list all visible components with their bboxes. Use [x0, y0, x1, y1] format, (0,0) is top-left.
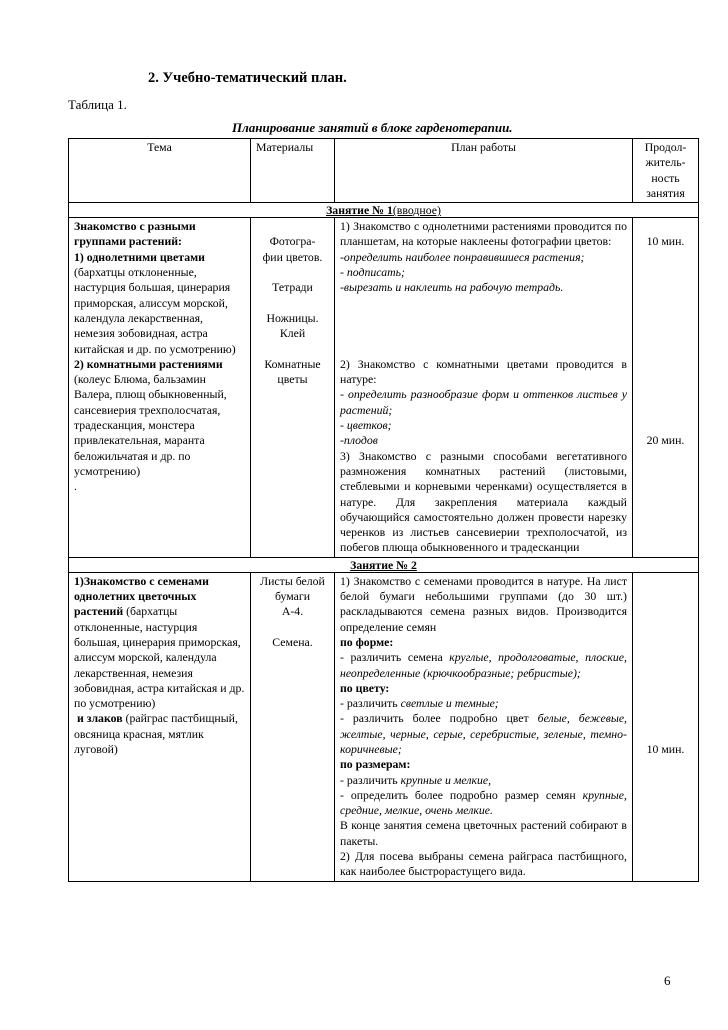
page-number: 6	[664, 973, 671, 988]
lesson-2-title-row	[69, 557, 699, 572]
lesson-1-row	[69, 218, 699, 558]
lesson-2-row	[69, 572, 699, 881]
lesson-1-duration: 10 мин. 20 мин.	[633, 218, 699, 558]
lesson-2-topic: 1)Знакомство с семенами однолетних цветочных растений (бархатцы отклоненные, настурция большая, цинерария приморская, алиссум морской, календула лекарственная, немезия зобовидная, астра китайская и др. по усмотрению) и злаков (райграс пастбищный, овсяница красная, мятлик луговой)	[69, 572, 251, 881]
plan-table	[68, 138, 699, 882]
header-topic: Тема	[69, 139, 251, 203]
section-title: 2. Учебно-тематический план.	[148, 70, 347, 86]
lesson-1-plan: 1) Знакомство с однолетними растениями проводится по планшетам, на которые наклеены фотографии цветов: -определить наиболее понравившиеся растения; - подписать; -вырезать и наклеить на рабочую тетрадь. 2) Знакомство с комнатными цветами проводится в натуре: - определить разнообразие форм и оттенков листьев у растений; - цветков; -плодов 3) Знакомство с разными способами вегетативного размножения комнатных растений (листовыми, стеблевыми и корневыми черенками) осуществляется в натуре. Для закрепления материала каждый обучающийся самостоятельно должен провести нарезку черенков из листьев сансевиерии трехполосчатой, из побегов плюща обыкновенного и традесканции	[335, 218, 633, 558]
lesson-2-duration: 10 мин.	[633, 572, 699, 881]
lesson-1-title-row	[69, 203, 699, 218]
header-materials: Материалы	[251, 139, 335, 203]
lesson-2-materials: Листы белой бумаги А-4. Семена.	[251, 572, 335, 881]
lesson-2-plan: 1) Знакомство с семенами проводится в натуре. На лист белой бумаги небольшими группами (до 30 шт.) раскладываются семена разных видов. Производится определение семян по форме: - различить семена круглые, продолговатые, плоские, неопределенные (крючкообразные; ребристые); по цвету: - различить светлые и темные; - различить более подробно цвет белые, бежевые, желтые, черные, серые, серебристые, зеленые, темно-коричневые; по размерам: - различить крупные и мелкие, - определить более подробно размер семян крупные, средние, мелкие, очень мелкие. В конце занятия семена цветочных растений собирают в пакеты. 2) Для посева выбраны семена райграса пастбищного, как наиболее быстрорастущего вида.	[335, 572, 633, 881]
header-plan: План работы	[335, 139, 633, 203]
table-label: Таблица 1.	[68, 97, 127, 112]
lesson-1-title: Занятие № 1(вводное)	[69, 203, 699, 218]
lesson-2-title: Занятие № 2	[69, 557, 699, 572]
lesson-1-topic: Знакомство с разными группами растений: 1) однолетними цветами (бархатцы отклоненные, настурция большая, цинерария приморская, алиссум морской, календула лекарственная, немезия зобовидная, астра китайская и др. по усмотрению) 2) комнатными растениями (колеус Блюма, бальзамин Валера, плющ обыкновенный, сансевиерия трехполосчатая, традесканция, монстера привлекательная, маранта беложильчатая и др. по усмотрению) .	[69, 218, 251, 558]
table-header-row	[69, 139, 699, 203]
header-duration: Продол- житель- ность занятия	[633, 139, 699, 203]
table-caption: Планирование занятий в блоке гарденотерапии.	[232, 120, 513, 135]
lesson-1-materials: Фотогра- фии цветов. Тетради Ножницы. Клей Комнатные цветы	[251, 218, 335, 558]
